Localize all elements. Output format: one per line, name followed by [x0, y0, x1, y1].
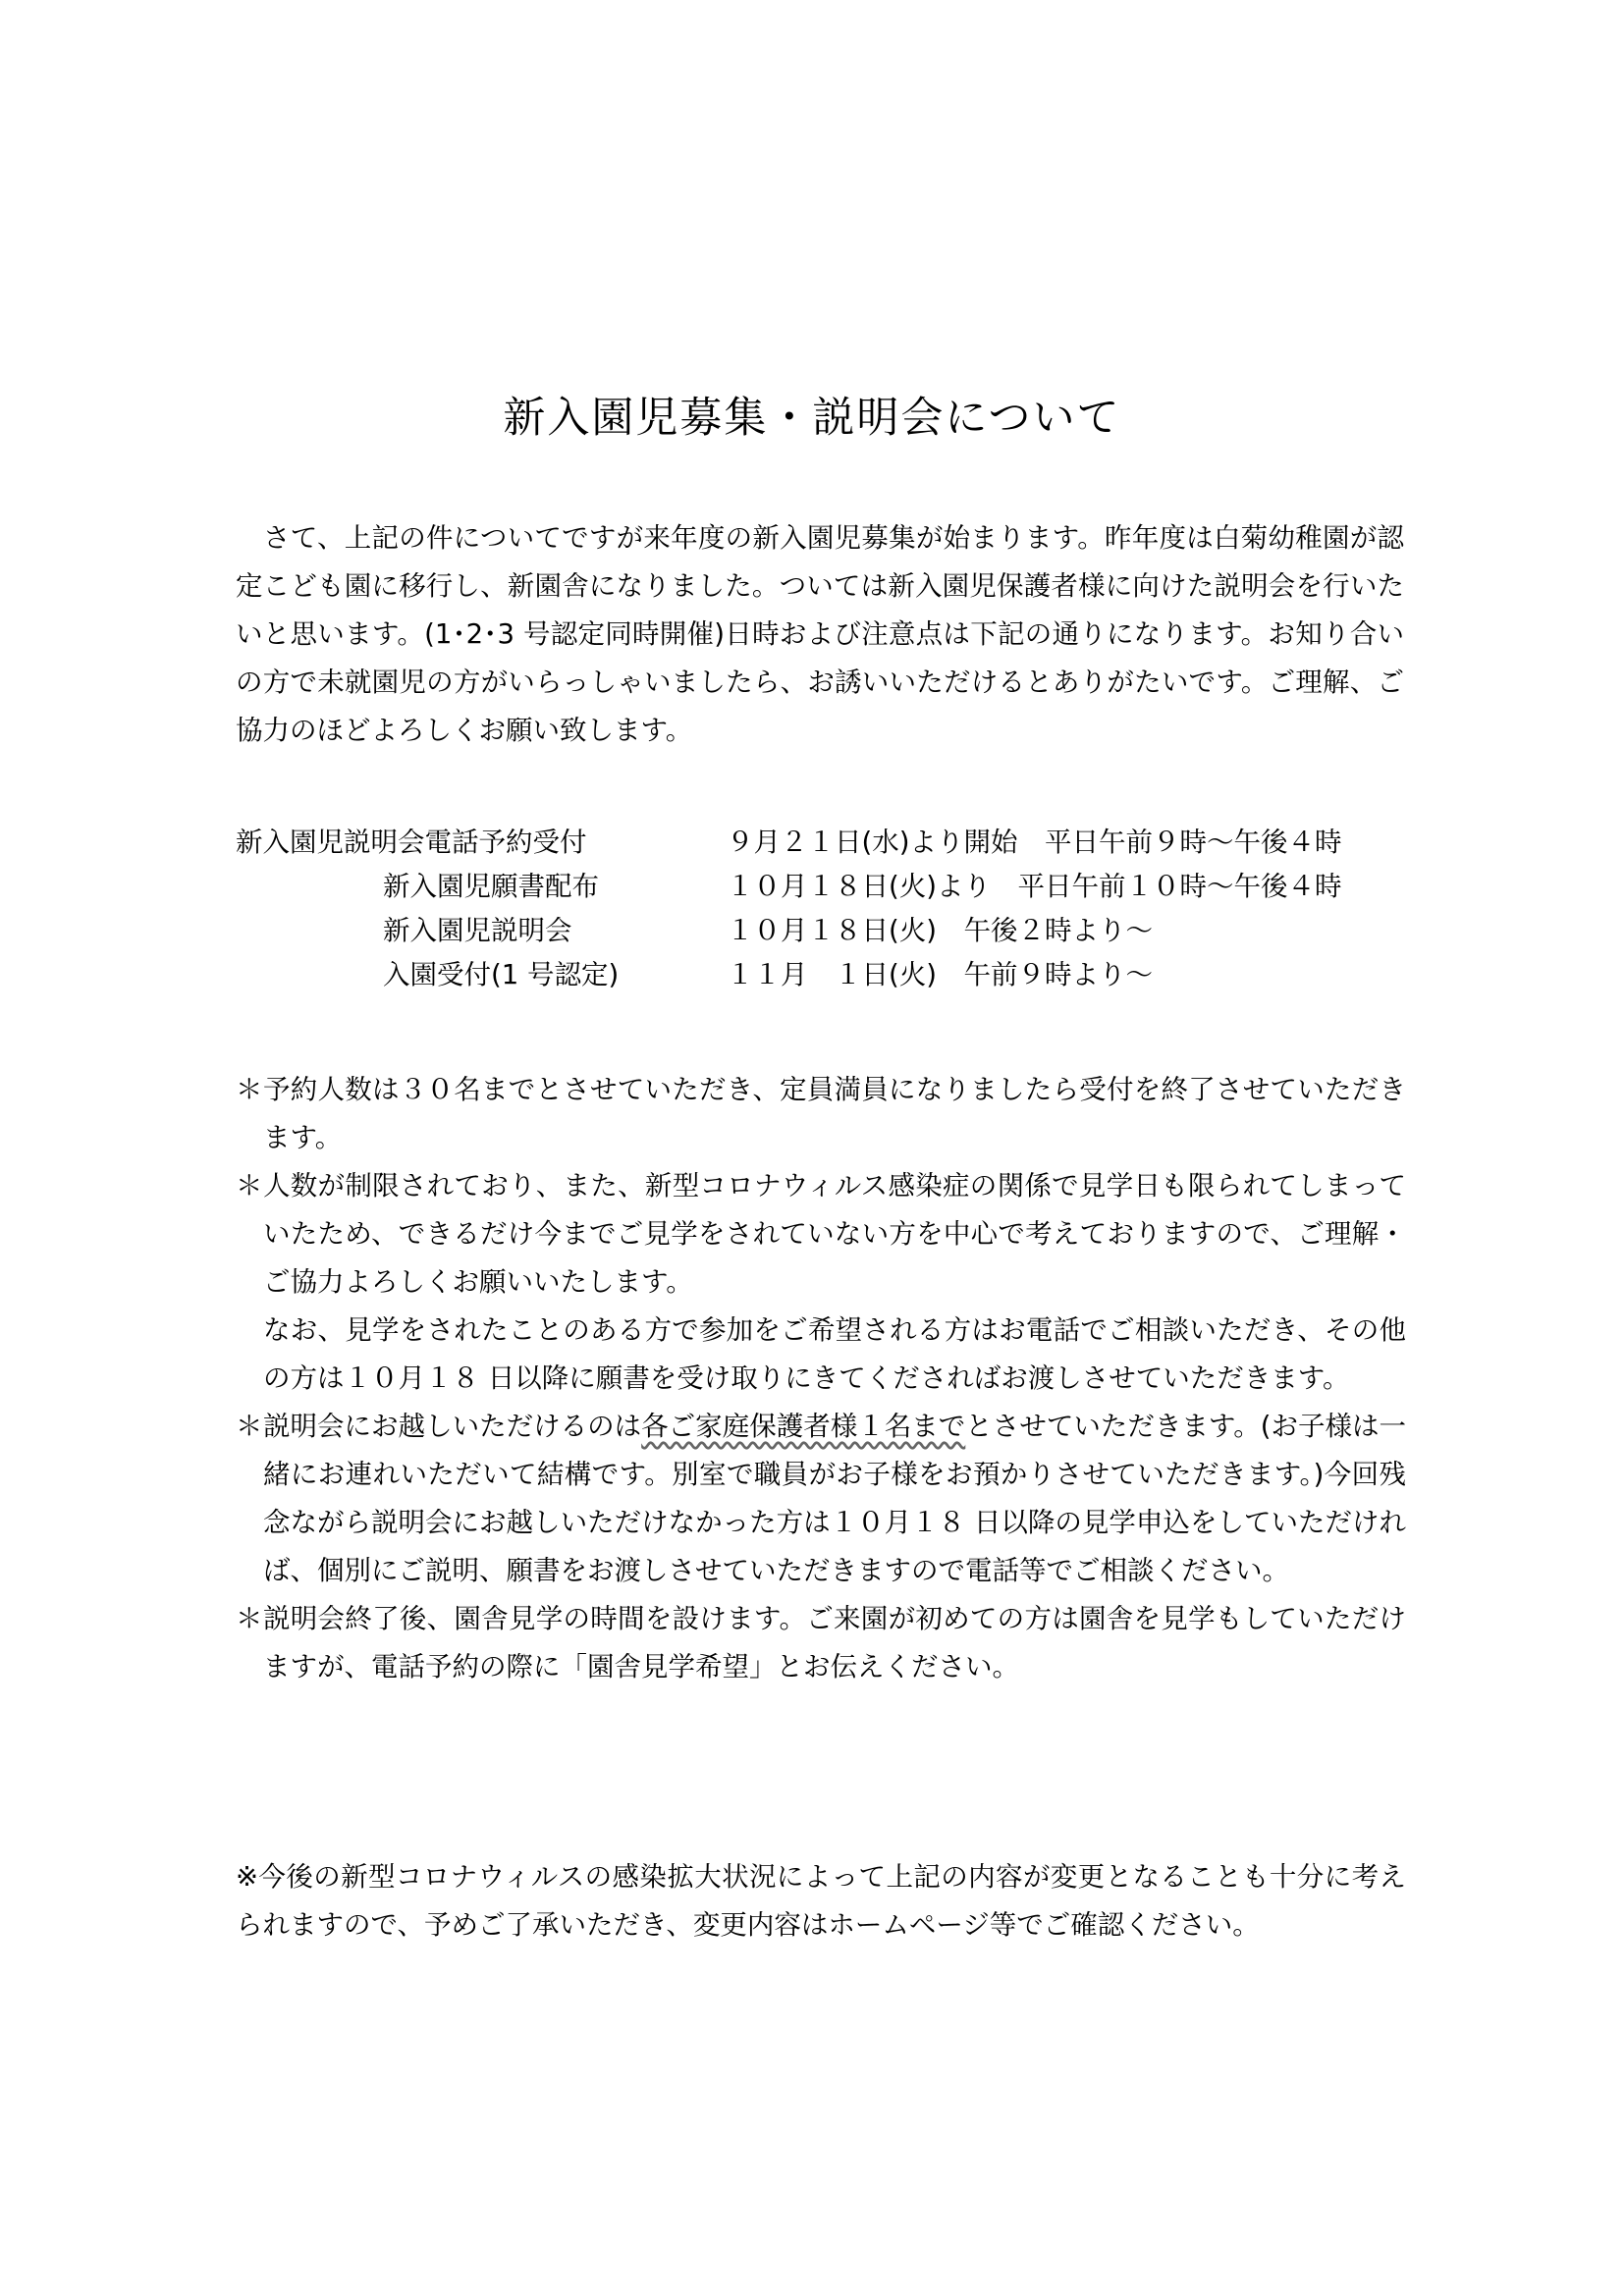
- schedule-label: 入園受付(1 号認定): [383, 959, 620, 990]
- intro-paragraph: さて、上記の件についてですが来年度の新入園児募集が始まります。昨年度は白菊幼稚園が認定こども園に移行し、新園舎になりました。ついては新入園児保護者様に向けた説明会を行いたいと思います。(1･2･3 号認定同時開催)日時および注意点は下記の通りになります。お知り合いの方で未就園児の方がいらっしゃいましたら、お誘いいただけるとありがたいです。ご理解、ご協力のほどよろしくお願い致します。: [236, 522, 1404, 746]
- footer-note: ※今後の新型コロナウィルスの感染拡大状況によって上記の内容が変更となることも十分に考えられますので、予めご了承いただき、変更内容はホームページ等でご確認ください。: [236, 1861, 1406, 1941]
- note-bullet: ＊: [236, 1411, 263, 1442]
- schedule-row: [236, 821, 1434, 865]
- note-bullet: ＊: [236, 1170, 263, 1201]
- note-item: [236, 1595, 1406, 1691]
- note-item: [236, 1066, 1406, 1162]
- note-subparagraph: [236, 1307, 1406, 1403]
- note-item: [236, 1162, 1406, 1307]
- schedule-label: 新入園児説明会: [383, 915, 572, 946]
- schedule-value: １１月 １日(火) 午前９時より～: [727, 959, 1153, 990]
- schedule-row: [236, 953, 1434, 997]
- schedule-value: １０月１８日(火)より 平日午前１０時～午後４時: [727, 871, 1342, 902]
- note-text: 人数が制限されており、また、新型コロナウィルス感染症の関係で見学日も限られてしまっていたため、できるだけ今までご見学をされていない方を中心で考えておりますので、ご理解・ご協力よろしくお願いいたします。: [263, 1170, 1406, 1298]
- schedule-row: [236, 865, 1434, 909]
- schedule-label: 新入園児説明会電話予約受付: [236, 827, 587, 858]
- note-text: 予約人数は３０名までとさせていただき、定員満員になりましたら受付を終了させていただきます。: [263, 1074, 1406, 1153]
- note-text: 説明会終了後、園舎見学の時間を設けます。ご来園が初めての方は園舎を見学もしていただけますが、電話予約の際に「園舎見学希望」とお伝えください。: [263, 1603, 1406, 1682]
- schedule-label: 新入園児願書配布: [383, 871, 599, 902]
- note-text: とさせていただきます。(お子様は一緒にお連れいただいて結構です。別室で職員がお子様をお預かりさせていただきます。)今回残念ながら説明会にお越しいただけなかった方は１０月１８ 日以降の見学申込をしていただければ、個別にご説明、願書をお渡しさせていただきますので電話等でご相談ください。: [263, 1411, 1407, 1586]
- note-bullet: ＊: [236, 1603, 263, 1634]
- note-text: なお、見学をされたことのある方で参加をご希望される方はお電話でご相談いただき、その他の方は１０月１８ 日以降に願書を受け取りにきてくださればお渡しさせていただきます。: [263, 1314, 1406, 1394]
- note-bullet: ＊: [236, 1074, 263, 1105]
- note-text: 説明会にお越しいただけるのは: [263, 1411, 642, 1442]
- note-item: [236, 1403, 1406, 1595]
- notes-list: [236, 1066, 1406, 1691]
- schedule-value: １０月１８日(火) 午後２時より～: [727, 915, 1153, 946]
- note-emphasis: 各ご家庭保護者様１名まで: [641, 1411, 966, 1442]
- schedule-row: [236, 909, 1434, 953]
- schedule-value: ９月２１日(水)より開始 平日午前９時～午後４時: [727, 827, 1342, 858]
- page-title: 新入園児募集・説明会について: [503, 394, 1121, 443]
- schedule-list: [236, 821, 1434, 997]
